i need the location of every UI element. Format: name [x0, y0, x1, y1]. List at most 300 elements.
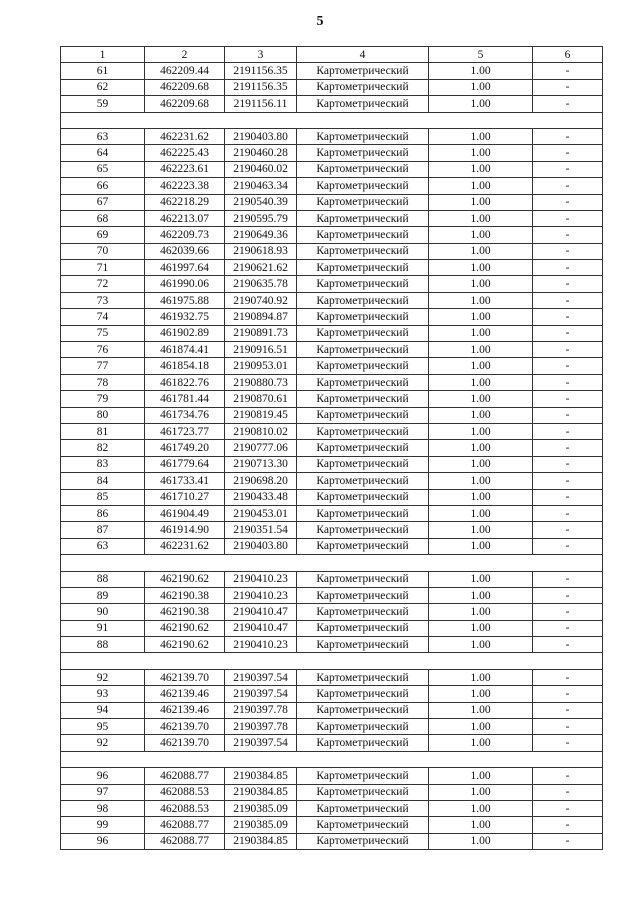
accuracy-cell: 1.00: [429, 79, 533, 95]
table-row: [61, 489, 603, 505]
method-cell: [297, 751, 429, 767]
point-number-cell: 95: [61, 719, 145, 735]
description-cell: -: [533, 227, 603, 243]
method-cell: Картометрический: [297, 735, 429, 751]
y-coordinate-cell: [225, 112, 297, 128]
point-number-cell: 99: [61, 817, 145, 833]
accuracy-cell: 1.00: [429, 735, 533, 751]
x-coordinate-cell: 461854.18: [145, 358, 225, 374]
accuracy-cell: 1.00: [429, 489, 533, 505]
description-cell: -: [533, 456, 603, 472]
point-number-cell: 73: [61, 292, 145, 308]
x-coordinate-cell: 461723.77: [145, 423, 225, 439]
accuracy-cell: 1.00: [429, 833, 533, 849]
x-coordinate-cell: [145, 751, 225, 767]
x-coordinate-cell: [145, 653, 225, 669]
y-coordinate-cell: [225, 751, 297, 767]
y-coordinate-cell: 2190403.80: [225, 128, 297, 144]
y-coordinate-cell: 2190698.20: [225, 473, 297, 489]
method-cell: Картометрический: [297, 227, 429, 243]
description-cell: -: [533, 374, 603, 390]
table-row: [61, 292, 603, 308]
table-row: [61, 505, 603, 521]
y-coordinate-cell: 2190410.23: [225, 571, 297, 587]
table-row: [61, 63, 603, 79]
description-cell: -: [533, 719, 603, 735]
method-cell: Картометрический: [297, 440, 429, 456]
point-number-cell: 89: [61, 587, 145, 603]
accuracy-cell: 1.00: [429, 358, 533, 374]
table-row: [61, 260, 603, 276]
x-coordinate-cell: 462231.62: [145, 538, 225, 554]
table-row: [61, 391, 603, 407]
method-cell: Картометрический: [297, 374, 429, 390]
column-header: 5: [429, 47, 533, 63]
description-cell: [533, 112, 603, 128]
x-coordinate-cell: 462139.70: [145, 735, 225, 751]
table-row: [61, 620, 603, 636]
table-row: [61, 227, 603, 243]
table-row: [61, 604, 603, 620]
accuracy-cell: 1.00: [429, 456, 533, 472]
point-number-cell: 69: [61, 227, 145, 243]
table-row: [61, 473, 603, 489]
accuracy-cell: 1.00: [429, 210, 533, 226]
description-cell: -: [533, 96, 603, 112]
method-cell: Картометрический: [297, 260, 429, 276]
table-row: [61, 522, 603, 538]
description-cell: -: [533, 522, 603, 538]
point-number-cell: 65: [61, 161, 145, 177]
y-coordinate-cell: 2190635.78: [225, 276, 297, 292]
y-coordinate-cell: 2190403.80: [225, 538, 297, 554]
table-row: [61, 735, 603, 751]
point-number-cell: 81: [61, 423, 145, 439]
accuracy-cell: 1.00: [429, 128, 533, 144]
table-body: [61, 63, 603, 850]
x-coordinate-cell: 462209.44: [145, 63, 225, 79]
table-row: [61, 276, 603, 292]
point-number-cell: [61, 751, 145, 767]
y-coordinate-cell: 2190397.54: [225, 686, 297, 702]
point-number-cell: 70: [61, 243, 145, 259]
table-row: [61, 178, 603, 194]
method-cell: Картометрический: [297, 79, 429, 95]
description-cell: -: [533, 620, 603, 636]
y-coordinate-cell: 2190385.09: [225, 800, 297, 816]
description-cell: -: [533, 800, 603, 816]
y-coordinate-cell: 2190410.23: [225, 587, 297, 603]
accuracy-cell: 1.00: [429, 342, 533, 358]
x-coordinate-cell: 462190.62: [145, 620, 225, 636]
point-number-cell: 88: [61, 571, 145, 587]
method-cell: Картометрический: [297, 210, 429, 226]
point-number-cell: 76: [61, 342, 145, 358]
point-number-cell: 93: [61, 686, 145, 702]
method-cell: Картометрический: [297, 63, 429, 79]
table-row: [61, 833, 603, 849]
y-coordinate-cell: 2190460.02: [225, 161, 297, 177]
table-spacer-row: [61, 751, 603, 767]
method-cell: Картометрический: [297, 669, 429, 685]
accuracy-cell: 1.00: [429, 686, 533, 702]
x-coordinate-cell: 462223.38: [145, 178, 225, 194]
table-row: [61, 423, 603, 439]
method-cell: [297, 653, 429, 669]
point-number-cell: 86: [61, 505, 145, 521]
table-row: [61, 817, 603, 833]
description-cell: -: [533, 473, 603, 489]
point-number-cell: 96: [61, 768, 145, 784]
method-cell: Картометрический: [297, 407, 429, 423]
table-row: [61, 702, 603, 718]
x-coordinate-cell: 461904.49: [145, 505, 225, 521]
x-coordinate-cell: 461822.76: [145, 374, 225, 390]
method-cell: Картометрический: [297, 637, 429, 653]
table-row: [61, 374, 603, 390]
point-number-cell: 84: [61, 473, 145, 489]
accuracy-cell: 1.00: [429, 669, 533, 685]
y-coordinate-cell: 2190453.01: [225, 505, 297, 521]
table-row: [61, 538, 603, 554]
description-cell: -: [533, 768, 603, 784]
point-number-cell: 72: [61, 276, 145, 292]
description-cell: -: [533, 260, 603, 276]
coordinates-table: [60, 46, 603, 850]
accuracy-cell: 1.00: [429, 702, 533, 718]
method-cell: Картометрический: [297, 489, 429, 505]
x-coordinate-cell: 461975.88: [145, 292, 225, 308]
accuracy-cell: 1.00: [429, 374, 533, 390]
description-cell: -: [533, 145, 603, 161]
y-coordinate-cell: 2190810.02: [225, 423, 297, 439]
accuracy-cell: 1.00: [429, 571, 533, 587]
y-coordinate-cell: 2190916.51: [225, 342, 297, 358]
accuracy-cell: 1.00: [429, 505, 533, 521]
method-cell: Картометрический: [297, 96, 429, 112]
table-row: [61, 686, 603, 702]
table-row: [61, 587, 603, 603]
point-number-cell: 96: [61, 833, 145, 849]
description-cell: [533, 555, 603, 571]
x-coordinate-cell: 462190.62: [145, 637, 225, 653]
description-cell: -: [533, 276, 603, 292]
description-cell: -: [533, 243, 603, 259]
table-row: [61, 768, 603, 784]
x-coordinate-cell: 461781.44: [145, 391, 225, 407]
accuracy-cell: 1.00: [429, 178, 533, 194]
point-number-cell: 83: [61, 456, 145, 472]
method-cell: Картометрический: [297, 833, 429, 849]
description-cell: -: [533, 407, 603, 423]
column-header: 3: [225, 47, 297, 63]
y-coordinate-cell: [225, 555, 297, 571]
accuracy-cell: 1.00: [429, 292, 533, 308]
description-cell: [533, 751, 603, 767]
method-cell: Картометрический: [297, 161, 429, 177]
point-number-cell: 85: [61, 489, 145, 505]
point-number-cell: 92: [61, 735, 145, 751]
point-number-cell: 77: [61, 358, 145, 374]
method-cell: Картометрический: [297, 145, 429, 161]
method-cell: Картометрический: [297, 178, 429, 194]
x-coordinate-cell: 461734.76: [145, 407, 225, 423]
accuracy-cell: 1.00: [429, 423, 533, 439]
y-coordinate-cell: 2190433.48: [225, 489, 297, 505]
method-cell: Картометрический: [297, 243, 429, 259]
x-coordinate-cell: 462209.68: [145, 96, 225, 112]
point-number-cell: 78: [61, 374, 145, 390]
point-number-cell: 92: [61, 669, 145, 685]
y-coordinate-cell: 2190649.36: [225, 227, 297, 243]
point-number-cell: 87: [61, 522, 145, 538]
accuracy-cell: [429, 653, 533, 669]
point-number-cell: 75: [61, 325, 145, 341]
accuracy-cell: 1.00: [429, 768, 533, 784]
method-cell: Картометрический: [297, 194, 429, 210]
point-number-cell: 88: [61, 637, 145, 653]
accuracy-cell: 1.00: [429, 161, 533, 177]
table-row: [61, 456, 603, 472]
point-number-cell: 66: [61, 178, 145, 194]
description-cell: -: [533, 604, 603, 620]
y-coordinate-cell: 2190397.78: [225, 719, 297, 735]
y-coordinate-cell: 2190460.28: [225, 145, 297, 161]
x-coordinate-cell: 462225.43: [145, 145, 225, 161]
table-row: [61, 210, 603, 226]
x-coordinate-cell: 462139.70: [145, 719, 225, 735]
description-cell: -: [533, 63, 603, 79]
point-number-cell: [61, 555, 145, 571]
accuracy-cell: 1.00: [429, 407, 533, 423]
method-cell: Картометрический: [297, 817, 429, 833]
x-coordinate-cell: 461874.41: [145, 342, 225, 358]
point-number-cell: 61: [61, 63, 145, 79]
description-cell: -: [533, 178, 603, 194]
point-number-cell: 68: [61, 210, 145, 226]
accuracy-cell: 1.00: [429, 227, 533, 243]
table-row: [61, 407, 603, 423]
accuracy-cell: [429, 751, 533, 767]
description-cell: -: [533, 784, 603, 800]
method-cell: Картометрический: [297, 522, 429, 538]
x-coordinate-cell: 461710.27: [145, 489, 225, 505]
point-number-cell: 80: [61, 407, 145, 423]
table-row: [61, 358, 603, 374]
method-cell: Картометрический: [297, 473, 429, 489]
point-number-cell: 91: [61, 620, 145, 636]
x-coordinate-cell: 462190.62: [145, 571, 225, 587]
point-number-cell: 62: [61, 79, 145, 95]
accuracy-cell: [429, 555, 533, 571]
x-coordinate-cell: 461779.64: [145, 456, 225, 472]
accuracy-cell: 1.00: [429, 260, 533, 276]
accuracy-cell: 1.00: [429, 817, 533, 833]
method-cell: Картометрический: [297, 342, 429, 358]
method-cell: Картометрический: [297, 686, 429, 702]
y-coordinate-cell: 2190870.61: [225, 391, 297, 407]
x-coordinate-cell: 462139.46: [145, 686, 225, 702]
method-cell: Картометрический: [297, 538, 429, 554]
column-header: 6: [533, 47, 603, 63]
description-cell: -: [533, 702, 603, 718]
x-coordinate-cell: 462088.77: [145, 817, 225, 833]
y-coordinate-cell: 2190397.78: [225, 702, 297, 718]
method-cell: Картометрический: [297, 719, 429, 735]
accuracy-cell: 1.00: [429, 243, 533, 259]
accuracy-cell: 1.00: [429, 538, 533, 554]
method-cell: Картометрический: [297, 784, 429, 800]
table-row: [61, 79, 603, 95]
point-number-cell: 97: [61, 784, 145, 800]
table-header-row: [61, 47, 603, 63]
x-coordinate-cell: 462209.73: [145, 227, 225, 243]
x-coordinate-cell: 462139.70: [145, 669, 225, 685]
method-cell: Картометрический: [297, 276, 429, 292]
x-coordinate-cell: 462088.53: [145, 800, 225, 816]
y-coordinate-cell: 2190891.73: [225, 325, 297, 341]
point-number-cell: 94: [61, 702, 145, 718]
point-number-cell: 79: [61, 391, 145, 407]
description-cell: -: [533, 735, 603, 751]
accuracy-cell: 1.00: [429, 637, 533, 653]
description-cell: [533, 653, 603, 669]
y-coordinate-cell: 2190713.30: [225, 456, 297, 472]
y-coordinate-cell: 2190385.09: [225, 817, 297, 833]
description-cell: -: [533, 686, 603, 702]
table-spacer-row: [61, 653, 603, 669]
description-cell: -: [533, 325, 603, 341]
table-row: [61, 96, 603, 112]
accuracy-cell: 1.00: [429, 63, 533, 79]
description-cell: -: [533, 342, 603, 358]
y-coordinate-cell: 2190621.62: [225, 260, 297, 276]
y-coordinate-cell: 2190740.92: [225, 292, 297, 308]
description-cell: -: [533, 79, 603, 95]
y-coordinate-cell: 2190351.54: [225, 522, 297, 538]
accuracy-cell: 1.00: [429, 440, 533, 456]
y-coordinate-cell: 2190410.47: [225, 604, 297, 620]
x-coordinate-cell: 462039.66: [145, 243, 225, 259]
y-coordinate-cell: 2191156.35: [225, 79, 297, 95]
y-coordinate-cell: 2190397.54: [225, 669, 297, 685]
column-header: 2: [145, 47, 225, 63]
table-row: [61, 325, 603, 341]
x-coordinate-cell: 462213.07: [145, 210, 225, 226]
accuracy-cell: 1.00: [429, 604, 533, 620]
description-cell: -: [533, 128, 603, 144]
description-cell: -: [533, 637, 603, 653]
point-number-cell: 64: [61, 145, 145, 161]
accuracy-cell: 1.00: [429, 522, 533, 538]
accuracy-cell: 1.00: [429, 784, 533, 800]
method-cell: Картометрический: [297, 800, 429, 816]
table-row: [61, 342, 603, 358]
y-coordinate-cell: 2190880.73: [225, 374, 297, 390]
table-row: [61, 145, 603, 161]
x-coordinate-cell: 461914.90: [145, 522, 225, 538]
point-number-cell: 71: [61, 260, 145, 276]
description-cell: -: [533, 669, 603, 685]
x-coordinate-cell: 461990.06: [145, 276, 225, 292]
y-coordinate-cell: 2190777.06: [225, 440, 297, 456]
y-coordinate-cell: 2190384.85: [225, 784, 297, 800]
accuracy-cell: 1.00: [429, 325, 533, 341]
point-number-cell: 59: [61, 96, 145, 112]
table-row: [61, 800, 603, 816]
method-cell: Картометрический: [297, 505, 429, 521]
method-cell: Картометрический: [297, 391, 429, 407]
y-coordinate-cell: 2190463.34: [225, 178, 297, 194]
method-cell: Картометрический: [297, 128, 429, 144]
y-coordinate-cell: 2191156.11: [225, 96, 297, 112]
accuracy-cell: 1.00: [429, 276, 533, 292]
x-coordinate-cell: 462218.29: [145, 194, 225, 210]
page-number: 5: [316, 14, 324, 29]
description-cell: -: [533, 489, 603, 505]
accuracy-cell: 1.00: [429, 719, 533, 735]
table-row: [61, 440, 603, 456]
x-coordinate-cell: 461749.20: [145, 440, 225, 456]
accuracy-cell: [429, 112, 533, 128]
table-row: [61, 637, 603, 653]
description-cell: -: [533, 587, 603, 603]
point-number-cell: 63: [61, 538, 145, 554]
table-row: [61, 194, 603, 210]
description-cell: -: [533, 161, 603, 177]
x-coordinate-cell: 461902.89: [145, 325, 225, 341]
table-row: [61, 719, 603, 735]
description-cell: -: [533, 210, 603, 226]
description-cell: -: [533, 571, 603, 587]
description-cell: -: [533, 817, 603, 833]
point-number-cell: [61, 112, 145, 128]
table-row: [61, 784, 603, 800]
method-cell: Картометрический: [297, 456, 429, 472]
method-cell: Картометрический: [297, 702, 429, 718]
table-row: [61, 161, 603, 177]
accuracy-cell: 1.00: [429, 800, 533, 816]
table-row: [61, 309, 603, 325]
accuracy-cell: 1.00: [429, 391, 533, 407]
method-cell: Картометрический: [297, 423, 429, 439]
accuracy-cell: 1.00: [429, 620, 533, 636]
description-cell: -: [533, 194, 603, 210]
description-cell: -: [533, 833, 603, 849]
method-cell: Картометрический: [297, 292, 429, 308]
method-cell: Картометрический: [297, 358, 429, 374]
method-cell: Картометрический: [297, 571, 429, 587]
method-cell: Картометрический: [297, 587, 429, 603]
x-coordinate-cell: [145, 112, 225, 128]
x-coordinate-cell: 462088.53: [145, 784, 225, 800]
x-coordinate-cell: 462190.38: [145, 587, 225, 603]
y-coordinate-cell: 2190384.85: [225, 833, 297, 849]
table-spacer-row: [61, 555, 603, 571]
method-cell: Картометрический: [297, 604, 429, 620]
method-cell: Картометрический: [297, 325, 429, 341]
y-coordinate-cell: 2190397.54: [225, 735, 297, 751]
description-cell: -: [533, 391, 603, 407]
accuracy-cell: 1.00: [429, 309, 533, 325]
x-coordinate-cell: 462139.46: [145, 702, 225, 718]
table-row: [61, 128, 603, 144]
description-cell: -: [533, 505, 603, 521]
method-cell: [297, 555, 429, 571]
y-coordinate-cell: 2190384.85: [225, 768, 297, 784]
x-coordinate-cell: 461932.75: [145, 309, 225, 325]
description-cell: -: [533, 440, 603, 456]
